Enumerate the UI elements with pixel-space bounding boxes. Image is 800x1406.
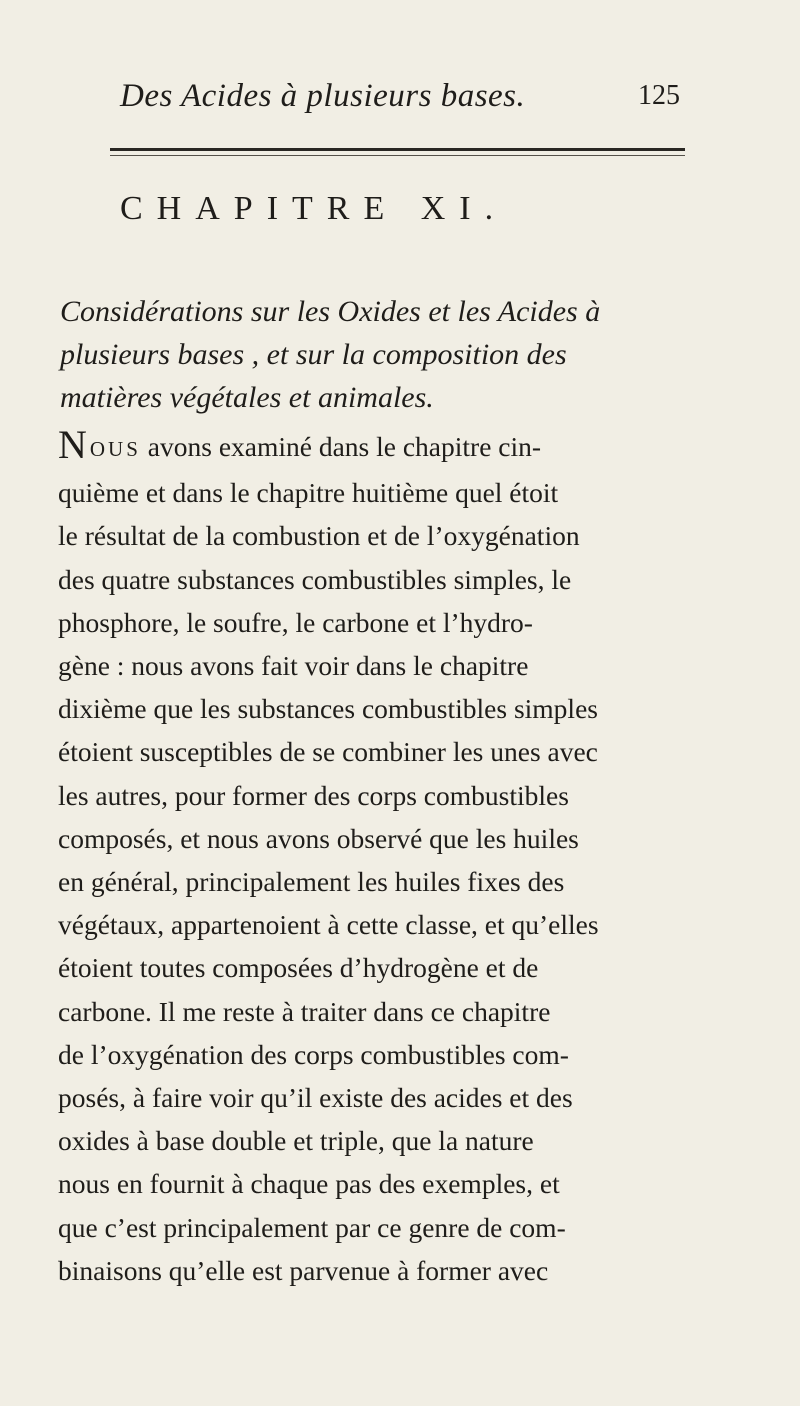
body-paragraph [58,422,758,1292]
drop-cap: N [58,422,87,467]
body-line: binaisons qu’elle est parvenue à former avec [58,1254,549,1286]
body-first-line [58,422,758,471]
chapter-subtitle [60,290,760,419]
running-head [120,78,680,122]
body-line: les autres, pour former des corps combustibles [58,779,569,811]
subtitle-line: plusieurs bases , et sur la composition des [60,338,567,371]
body-line: étoient susceptibles de se combiner les unes avec [58,736,598,768]
body-line: gène : nous avons fait voir dans le chapitre [58,650,529,682]
body-line: le résultat de la combustion et de l’oxygénation [58,520,580,552]
body-line: phosphore, le soufre, le carbone et l’hydro- [58,606,533,638]
page-number: 125 [638,80,680,111]
body-line: que c’est principalement par ce genre de com- [58,1211,566,1243]
chapter-heading: CHAPITRE XI. [120,190,508,227]
first-line-rest: avons examiné dans le chapitre cin- [140,431,542,462]
body-line: de l’oxygénation des corps combustibles com- [58,1038,569,1070]
body-line: en général, principalement les huiles fixes des [58,866,565,898]
header-rule-thin [110,155,685,156]
body-line: des quatre substances combustibles simples, le [58,563,572,595]
body-line: nous en fournit à chaque pas des exemples, et [58,1168,560,1200]
running-title: Des Acides à plusieurs bases. [120,78,526,114]
body-line: végétaux, appartenoient à cette classe, et qu’elles [58,909,599,941]
body-line: carbone. Il me reste à traiter dans ce chapitre [58,995,551,1027]
body-line: oxides à base double et triple, que la nature [58,1125,534,1157]
body-line: posés, à faire voir qu’il existe des acides et des [58,1082,573,1114]
body-line: composés, et nous avons observé que les huiles [58,822,579,854]
body-line: étoient toutes composées d’hydrogène et de [58,952,539,984]
first-word-rest: OUS [89,437,141,461]
subtitle-line: Considérations sur les Oxides et les Acides à [60,295,601,328]
body-line: dixième que les substances combustibles simples [58,693,598,725]
body-line: quième et dans le chapitre huitième quel étoit [58,477,559,509]
subtitle-line: matières végétales et animales. [60,381,434,414]
header-rule [110,148,685,151]
